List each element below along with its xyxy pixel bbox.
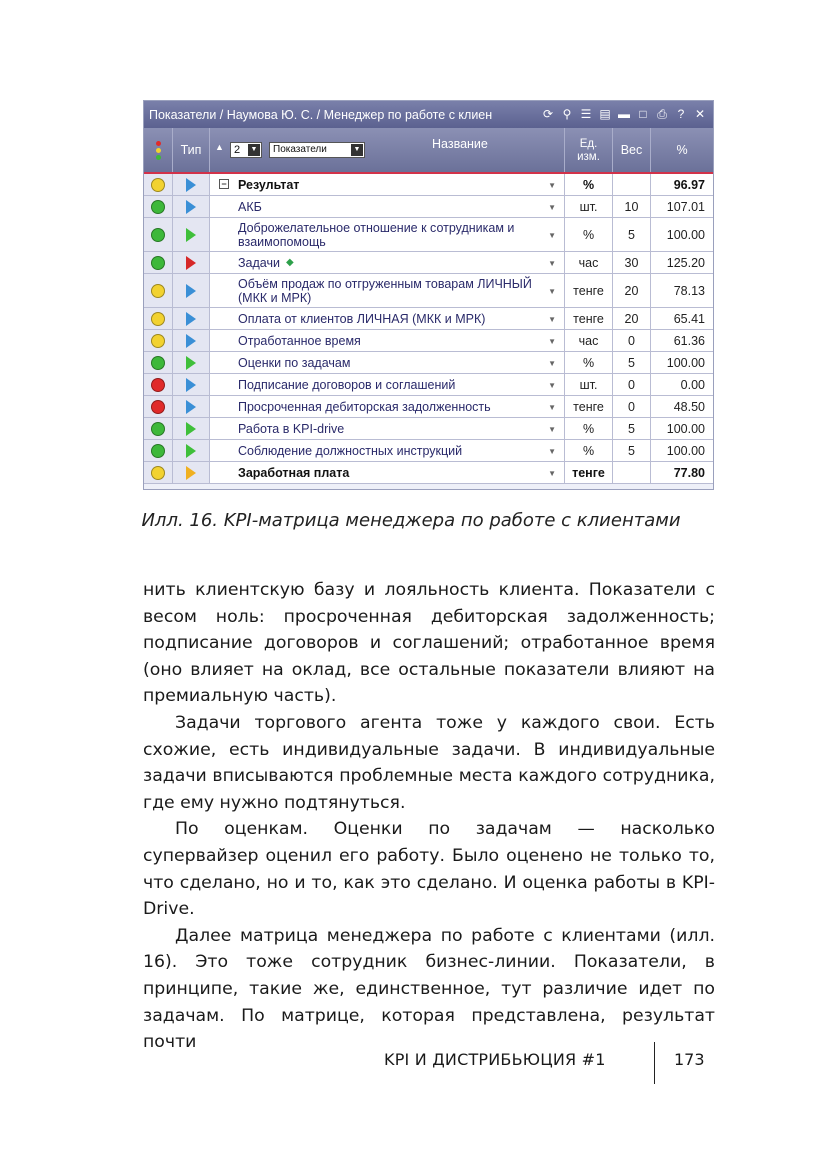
type-flag-icon (186, 400, 196, 414)
status-light-icon (151, 256, 165, 270)
percent-cell: 65.41 (651, 308, 713, 329)
indicator-name-label: Оценки по задачам (238, 355, 351, 370)
column-name-title: Название (432, 137, 488, 151)
list-icon[interactable]: ☰ (580, 107, 592, 121)
unit-cell: шт. (565, 374, 613, 395)
table-row[interactable] (144, 418, 713, 440)
column-type-header[interactable]: Тип (173, 128, 210, 172)
type-cell (173, 174, 210, 195)
indicator-name-label: Объём продаж по отгруженным товарам ЛИЧНЫЙ (МКК и МРК) (238, 276, 532, 305)
status-light-icon (151, 284, 165, 298)
indicator-name-label: Задачи (238, 255, 280, 270)
indicator-name[interactable] (210, 352, 565, 373)
help-icon[interactable]: ? (677, 107, 685, 121)
status-light-icon (151, 400, 165, 414)
chevron-down-icon[interactable]: ▼ (548, 180, 556, 190)
indicator-name[interactable] (210, 462, 565, 483)
indicator-name-label: Результат (238, 177, 300, 192)
column-unit-header[interactable]: Ед. изм. (565, 128, 613, 172)
type-flag-icon (186, 312, 196, 326)
body-paragraph: По оценкам. Оценки по задачам — насколько супервайзер оценил его работу. Было оценено не только то, что сделано, но и то, как это сделано. И оценка работы в KPI-Drive. (143, 819, 715, 920)
indicator-name-label: Соблюдение должностных инструкций (238, 443, 463, 458)
indicator-name-label: Заработная плата (238, 465, 350, 480)
type-flag-icon (186, 444, 196, 458)
weight-cell[interactable]: 0 (613, 396, 651, 417)
chevron-down-icon[interactable]: ▼ (548, 202, 556, 212)
status-light-cell (144, 252, 173, 273)
weight-cell[interactable]: 5 (613, 418, 651, 439)
type-cell (173, 330, 210, 351)
type-flag-icon (186, 378, 196, 392)
table-row[interactable] (144, 196, 713, 218)
weight-cell[interactable]: 5 (613, 218, 651, 251)
weight-cell[interactable]: 0 (613, 330, 651, 351)
status-light-cell (144, 174, 173, 195)
status-light-cell (144, 308, 173, 329)
percent-cell: 107.01 (651, 196, 713, 217)
unit-cell: % (565, 174, 613, 195)
indicator-name-label: Оплата от клиентов ЛИЧНАЯ (МКК и МРК) (238, 311, 486, 326)
percent-cell: 100.00 (651, 218, 713, 251)
status-light-cell (144, 462, 173, 483)
chevron-down-icon[interactable]: ▼ (548, 230, 556, 240)
table-row[interactable] (144, 252, 713, 274)
table-row[interactable] (144, 396, 713, 418)
close-icon[interactable]: ✕ (694, 107, 706, 121)
status-light-icon (151, 200, 165, 214)
status-light-icon (151, 444, 165, 458)
unit-cell: тенге (565, 274, 613, 307)
type-cell (173, 274, 210, 307)
type-flag-icon (186, 256, 196, 270)
table-row[interactable] (144, 374, 713, 396)
status-light-icon (151, 178, 165, 192)
indicator-name-label: Отработанное время (238, 333, 361, 348)
table-row[interactable] (144, 352, 713, 374)
maximize-icon[interactable]: □ (639, 107, 647, 121)
percent-cell: 100.00 (651, 418, 713, 439)
indicator-name-label: Просроченная дебиторская задолженность (238, 399, 491, 414)
chevron-down-icon: ▼ (248, 144, 260, 156)
status-light-icon (151, 466, 165, 480)
indicator-name[interactable] (210, 418, 565, 439)
body-paragraph: Далее матрица менеджера по работе с клиентами (илл. 16). Это тоже сотрудник бизнес-линии. Показатели, в принципе, такие же, единственное, тут различие идет по задачам. По матрице, которая представлена, результат почти (143, 925, 715, 1053)
search-icon[interactable]: ⚲ (562, 107, 572, 121)
page-number: 173 (674, 1050, 705, 1069)
status-light-icon (151, 312, 165, 326)
indicator-name-label: Работа в KPI-drive (238, 421, 345, 436)
status-light-icon (151, 378, 165, 392)
footer-divider (654, 1042, 655, 1084)
weight-cell[interactable] (613, 462, 651, 483)
unit-cell: тенге (565, 462, 613, 483)
unit-cell: % (565, 440, 613, 461)
table-row[interactable] (144, 440, 713, 462)
chevron-down-icon[interactable]: ▼ (548, 446, 556, 456)
column-percent-header[interactable]: % (676, 143, 688, 157)
status-light-cell (144, 352, 173, 373)
status-light-cell (144, 196, 173, 217)
table-row[interactable] (144, 274, 713, 308)
status-light-cell (144, 218, 173, 251)
chevron-down-icon: ▼ (351, 144, 363, 156)
type-flag-icon (186, 284, 196, 298)
percent-cell: 125.20 (651, 252, 713, 273)
chevron-down-icon[interactable]: ▼ (548, 424, 556, 434)
percent-cell: 48.50 (651, 396, 713, 417)
collapse-icon[interactable]: − (219, 179, 229, 189)
table-row[interactable] (144, 330, 713, 352)
chevron-down-icon[interactable]: ▼ (548, 468, 556, 478)
grid-header (144, 128, 713, 174)
window-titlebar (144, 101, 713, 128)
indicator-name[interactable] (210, 252, 565, 273)
weight-cell[interactable]: 5 (613, 440, 651, 461)
traffic-light-header-icon (144, 128, 173, 172)
percent-cell: 96.97 (651, 174, 713, 195)
weight-cell[interactable]: 20 (613, 274, 651, 307)
chevron-down-icon[interactable]: ▼ (548, 358, 556, 368)
type-cell (173, 352, 210, 373)
table-row[interactable] (144, 174, 713, 196)
indicator-name[interactable] (210, 396, 565, 417)
chevron-down-icon[interactable]: ▼ (548, 336, 556, 346)
status-light-icon (151, 228, 165, 242)
chevron-down-icon[interactable]: ▼ (548, 286, 556, 296)
type-flag-icon (186, 334, 196, 348)
type-cell (173, 418, 210, 439)
unit-cell: тенге (565, 308, 613, 329)
running-footer-title: KPI И ДИСТРИБЬЮЦИЯ #1 (384, 1050, 606, 1069)
type-flag-icon (186, 466, 196, 480)
indicator-name[interactable] (210, 374, 565, 395)
refresh-icon[interactable]: ⟳ (542, 107, 554, 121)
body-text (143, 577, 715, 1056)
table-row[interactable] (144, 218, 713, 252)
window-title: Показатели / Наумова Ю. С. / Менеджер по работе с клиен (149, 107, 493, 122)
unit-cell: шт. (565, 196, 613, 217)
type-flag-icon (186, 422, 196, 436)
indicator-name[interactable] (210, 218, 565, 251)
type-flag-icon (186, 228, 196, 242)
type-cell (173, 462, 210, 483)
weight-cell[interactable]: 5 (613, 352, 651, 373)
indicator-name[interactable] (210, 308, 565, 329)
percent-cell: 61.36 (651, 330, 713, 351)
level-select[interactable]: 2 ▼ (230, 142, 262, 158)
type-cell (173, 308, 210, 329)
status-light-icon (151, 356, 165, 370)
type-cell (173, 440, 210, 461)
status-light-icon (151, 422, 165, 436)
percent-cell: 0.00 (651, 374, 713, 395)
type-cell (173, 196, 210, 217)
type-flag-icon (186, 178, 196, 192)
indicator-name[interactable] (210, 274, 565, 307)
status-light-cell (144, 374, 173, 395)
sort-up-icon[interactable]: ▲ (215, 142, 224, 152)
indicator-name-label: АКБ (238, 199, 262, 214)
table-row[interactable] (144, 462, 713, 484)
percent-cell: 100.00 (651, 352, 713, 373)
chevron-down-icon[interactable]: ▼ (548, 258, 556, 268)
weight-cell[interactable]: 0 (613, 374, 651, 395)
chevron-down-icon[interactable]: ▼ (548, 380, 556, 390)
kpi-window (143, 100, 714, 490)
indicator-name-label: Подписание договоров и соглашений (238, 377, 456, 392)
percent-cell: 100.00 (651, 440, 713, 461)
unit-cell: час (565, 330, 613, 351)
type-cell (173, 374, 210, 395)
column-name-header[interactable] (210, 128, 565, 172)
window-toolbar (541, 107, 713, 122)
minimize-icon[interactable]: ▬ (618, 107, 630, 121)
weight-cell[interactable]: 30 (613, 252, 651, 273)
type-cell (173, 218, 210, 251)
indicator-name[interactable] (210, 196, 565, 217)
star-icon: ◆ (285, 256, 294, 268)
type-cell (173, 396, 210, 417)
chevron-down-icon[interactable]: ▼ (548, 402, 556, 412)
unit-cell: % (565, 218, 613, 251)
status-light-cell (144, 396, 173, 417)
unit-cell: % (565, 352, 613, 373)
unit-cell: % (565, 418, 613, 439)
type-flag-icon (186, 200, 196, 214)
body-paragraph: Задачи торгового агента тоже у каждого свои. Есть схожие, есть индивидуальные задачи. В индивидуальные задачи вписываются проблемные места каждого сотрудника, где ему нужно подтянуться. (143, 712, 715, 813)
view-select[interactable]: Показатели ▼ (269, 142, 365, 158)
kpi-rows (144, 174, 713, 484)
type-flag-icon (186, 356, 196, 370)
print-icon[interactable]: ⎙ (657, 107, 667, 121)
body-paragraph: нить клиентскую базу и лояльность клиента. Показатели с весом ноль: просроченная дебиторская задолженность; подписание договоров и соглашений; отработанное время (оно влияет на оклад, все остальные показатели влияют на премиальную часть). (143, 580, 715, 707)
indicator-name[interactable] (210, 330, 565, 351)
unit-cell: час (565, 252, 613, 273)
status-light-cell (144, 330, 173, 351)
weight-cell[interactable]: 20 (613, 308, 651, 329)
weight-cell[interactable]: 10 (613, 196, 651, 217)
status-light-icon (151, 334, 165, 348)
export-icon[interactable]: ▤ (599, 107, 611, 121)
percent-cell: 77.80 (651, 462, 713, 483)
indicator-name[interactable] (210, 440, 565, 461)
weight-cell[interactable] (613, 174, 651, 195)
status-light-cell (144, 418, 173, 439)
chevron-down-icon[interactable]: ▼ (548, 314, 556, 324)
indicator-name-label: Доброжелательное отношение к сотрудникам и взаимопомощь (238, 220, 515, 249)
percent-cell: 78.13 (651, 274, 713, 307)
table-row[interactable] (144, 308, 713, 330)
status-light-cell (144, 440, 173, 461)
status-light-cell (144, 274, 173, 307)
indicator-name[interactable] (210, 174, 565, 195)
type-cell (173, 252, 210, 273)
figure-caption: Илл. 16. KPI-матрица менеджера по работе с клиентами (141, 510, 681, 531)
unit-cell: тенге (565, 396, 613, 417)
column-weight-header[interactable]: Вес (613, 128, 651, 172)
